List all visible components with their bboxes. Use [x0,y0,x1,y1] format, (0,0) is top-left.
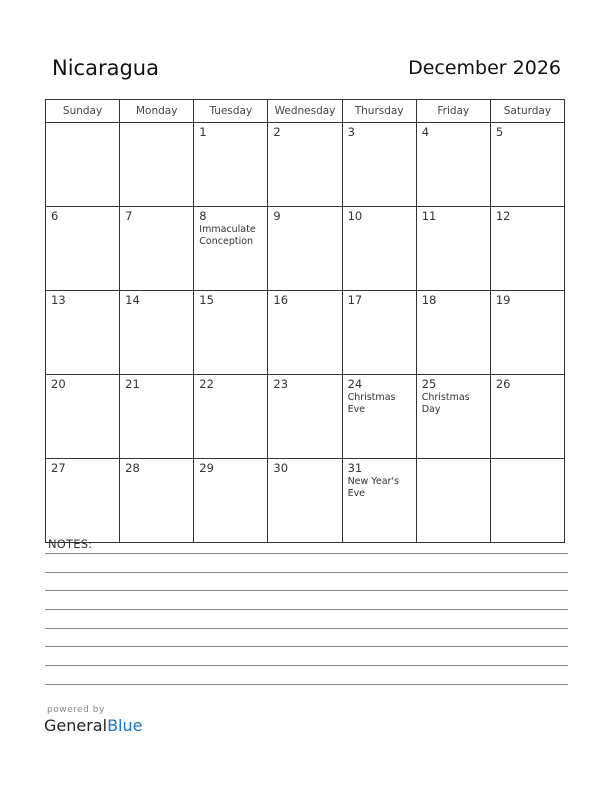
day-cell [268,207,342,291]
day-cell [46,375,120,459]
day-cell [120,123,194,207]
day-number: 2 [273,125,281,139]
weekday-header: Wednesday [268,100,342,123]
holiday-label: New Year's Eve [347,476,399,499]
day-number: 6 [51,209,59,223]
day-cell [490,375,564,459]
day-cell [490,459,564,543]
day-cell [194,207,268,291]
day-cell [490,123,564,207]
day-number: 3 [347,125,355,139]
day-number: 30 [273,461,289,475]
day-number: 29 [199,461,214,475]
weekday-header: Tuesday [194,100,268,123]
brand-name-part1: General [44,716,108,735]
day-number: 28 [125,461,140,475]
day-number: 19 [495,293,511,307]
weekday-header: Thursday [342,100,416,123]
day-number: 10 [347,209,363,223]
day-number: 17 [347,293,363,307]
day-number: 11 [421,209,437,223]
day-cell [120,459,194,543]
powered-by-label: powered by [47,705,105,715]
notes-line [45,609,568,610]
month-year-title: December 2026 [408,57,561,79]
day-number: 15 [199,293,214,307]
notes-line [45,590,568,591]
day-cell [416,207,490,291]
day-number: 20 [51,377,66,391]
week-row [46,207,565,291]
day-cell [194,459,268,543]
notes-line [45,553,568,554]
notes-line [45,646,568,647]
country-title: Nicaragua [52,56,159,80]
day-cell [342,375,416,459]
notes-line [45,665,568,666]
day-number: 16 [273,293,289,307]
brand-logo [44,716,142,735]
day-cell [46,459,120,543]
calendar-grid [45,99,565,543]
day-number: 24 [347,377,363,391]
day-cell [416,123,490,207]
day-cell [194,123,268,207]
day-number: 1 [199,125,207,139]
notes-label: NOTES: [48,537,93,551]
day-cell [46,207,120,291]
day-cell [120,375,194,459]
week-row [46,291,565,375]
notes-line [45,572,568,573]
day-number: 26 [495,377,511,391]
weekday-header: Monday [120,100,194,123]
day-number: 13 [51,293,66,307]
day-cell [490,291,564,375]
week-row [46,459,565,543]
week-row [46,123,565,207]
day-cell [342,459,416,543]
day-cell [120,207,194,291]
weekday-header: Friday [416,100,490,123]
weekday-header-row [46,100,565,123]
day-number: 21 [125,377,140,391]
day-number: 31 [347,461,363,475]
brand-name-part2: Blue [107,716,143,735]
day-number: 18 [421,293,437,307]
day-cell [342,207,416,291]
day-cell [342,123,416,207]
day-cell [268,459,342,543]
day-cell [120,291,194,375]
day-cell [342,291,416,375]
notes-line [45,684,568,685]
holiday-label: Christmas Eve [347,392,396,415]
day-cell [490,207,564,291]
weekday-header: Sunday [46,100,120,123]
day-number: 23 [273,377,289,391]
day-number: 9 [273,209,281,223]
day-number: 4 [421,125,430,139]
weekday-header: Saturday [490,100,564,123]
day-number: 25 [421,377,437,391]
day-cell [416,375,490,459]
holiday-label: Christmas Day [421,392,470,415]
day-number: 27 [51,461,66,475]
day-cell [268,291,342,375]
day-cell [268,375,342,459]
day-cell [194,375,268,459]
week-row [46,375,565,459]
holiday-label: Immaculate Conception [199,224,256,247]
day-number: 14 [125,293,140,307]
day-number: 22 [199,377,214,391]
day-cell [194,291,268,375]
notes-line [45,628,568,629]
day-cell [268,123,342,207]
day-cell [46,291,120,375]
day-number: 12 [495,209,511,223]
day-number: 7 [125,209,133,223]
day-cell [416,459,490,543]
day-number: 8 [199,209,207,223]
day-number: 5 [495,125,504,139]
day-cell [416,291,490,375]
day-cell [46,123,120,207]
